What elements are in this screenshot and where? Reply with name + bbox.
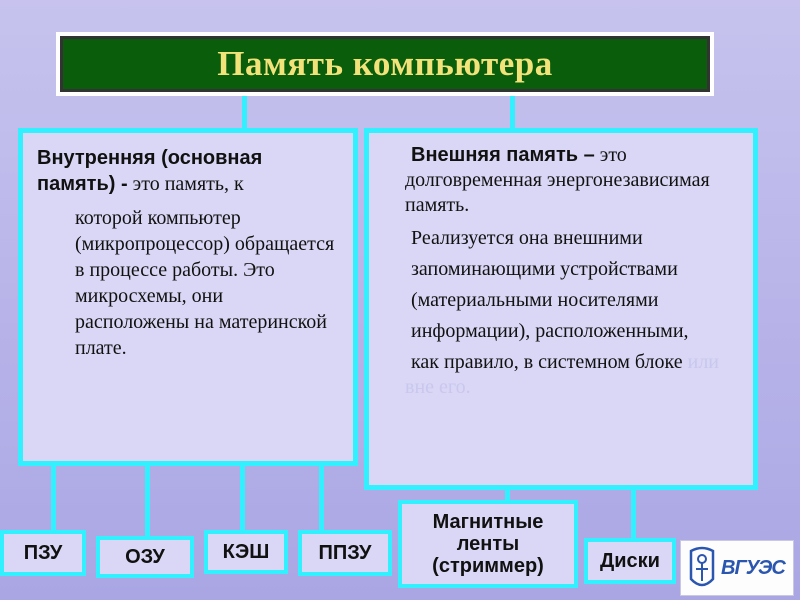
connector-pzu	[51, 466, 56, 532]
external-memory-line-4: (материальными носителями	[411, 289, 659, 311]
logo-text: ВГУЭС	[721, 556, 785, 579]
external-memory-line-2: Реализуется она внешними	[411, 227, 643, 249]
external-memory-panel	[364, 128, 758, 490]
connector-disks	[631, 490, 636, 542]
external-memory-line-6b: или вне его.	[405, 351, 720, 398]
external-memory-line-6	[405, 350, 741, 400]
connector-title-left	[242, 96, 247, 130]
tag-pzu-label: ПЗУ	[4, 534, 82, 572]
external-memory-line-5: информации), расположенными,	[411, 320, 689, 342]
tag-ppzu-label: ППЗУ	[302, 534, 388, 572]
university-logo	[680, 540, 794, 596]
external-memory-term: Внешняя память –	[411, 144, 595, 166]
tag-tapes-label: Магнитные ленты (стриммер)	[402, 504, 574, 584]
diagram-title: Память компьютера	[217, 44, 553, 83]
internal-memory-rest: это память, к	[127, 173, 244, 195]
emblem-icon	[685, 543, 719, 593]
tag-tapes	[398, 500, 578, 588]
title-box	[56, 32, 714, 96]
tag-ozu	[96, 536, 194, 578]
tag-pzu	[0, 530, 86, 576]
internal-memory-term: Внутренняя (основная память) -	[37, 147, 263, 195]
external-memory-rest: это долговременная энергонезависимая память.	[405, 144, 710, 216]
internal-memory-desc: которой компьютер (микропроцессор) обращается в процессе работы. Это микросхемы, они расположены на материнской плате.	[75, 207, 335, 359]
connector-ozu	[145, 458, 150, 538]
connector-title-right	[510, 96, 515, 130]
external-memory-line-6a: как правило, в системном блоке	[411, 351, 688, 373]
internal-memory-panel	[18, 128, 358, 466]
external-memory-heading	[405, 143, 741, 218]
tag-disks-label: Диски	[588, 542, 672, 580]
tag-disks	[584, 538, 676, 584]
tag-ppzu	[298, 530, 392, 576]
connector-kesh	[240, 466, 245, 532]
internal-memory-heading	[37, 145, 339, 197]
tag-ozu-label: ОЗУ	[100, 540, 190, 574]
tag-kesh	[204, 530, 288, 574]
external-memory-line-3: запоминающими устройствами	[411, 258, 678, 280]
connector-ppzu	[319, 466, 324, 532]
tag-kesh-label: КЭШ	[208, 534, 284, 570]
